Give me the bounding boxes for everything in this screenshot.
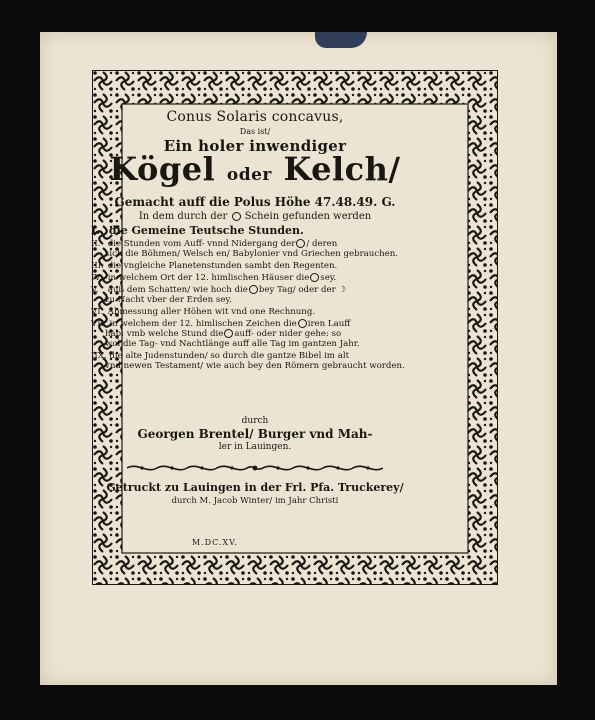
item-number: II. (91, 239, 101, 249)
item-text-continued: sich die Böhmen/ Welsch en/ Babylonier vnd Griechen gebrauchen. (105, 249, 399, 259)
sun-symbol-icon (224, 329, 233, 338)
list-item (91, 307, 421, 317)
item-text: auff- oder nider gehe: so (234, 329, 342, 339)
item-text-continued: wol die Tag- vnd Nachtlänge auff alle Tag im gantzen Jahr. (105, 339, 360, 349)
sun-symbol-icon (310, 273, 319, 282)
item-text: Abmessung aller Höhen wit vnd one Rechnung. (107, 307, 316, 317)
item-text-continued: vnd newen Testament/ wie auch bey den Römern gebraucht worden. (105, 361, 405, 371)
title-line-2: Das ist/ (239, 127, 271, 136)
item-number: IV. (91, 273, 102, 283)
list-item (91, 239, 421, 259)
list-item (91, 273, 421, 283)
title-line-6 (87, 211, 423, 222)
item-number: I. (91, 224, 100, 237)
title-line-3: Ein holer inwendiger (163, 137, 347, 155)
sun-symbol-icon (232, 212, 241, 221)
item-text: die alte Judenstunden/ so durch die gantze Bibel im alt (109, 351, 350, 361)
item-text: iren Lauff (307, 319, 351, 329)
item-number: VI. (91, 307, 104, 317)
imprint-line-2: durch M. Jacob Winter/ im Jahr Christi (171, 496, 339, 506)
title-line-6-a: In dem durch der (138, 211, 228, 222)
imprint-line-1: Getruckt zu Lauingen in der Frl. Pfa. Truckerey/ (106, 481, 404, 494)
ornament-divider (127, 462, 383, 474)
moon-symbol-icon: ☽ (335, 285, 347, 295)
item-text: hab: vmb welche Stund die (105, 329, 224, 339)
title-main (87, 150, 423, 188)
ink-stain (315, 32, 367, 48)
item-number: VII. (91, 319, 107, 329)
sun-symbol-icon (249, 285, 258, 294)
list-item (91, 351, 421, 371)
author-place: ler in Lauingen. (218, 442, 292, 452)
list-item (91, 261, 421, 271)
item-text: / deren (306, 239, 338, 249)
title-text-area (87, 78, 423, 514)
title-line-6-b: Schein gefunden werden (244, 211, 372, 222)
title-line-5: Gemacht auff die Polus Höhe 47.48.49. G. (114, 195, 396, 209)
author-by: durch (241, 416, 269, 426)
publication-year: M.DC.XV. (191, 538, 239, 547)
title-word-koegel: Kögel (109, 150, 216, 188)
item-text: die Stunden vom Auff- vnnd Nidergang der (107, 239, 296, 249)
sun-symbol-icon (296, 239, 305, 248)
item-text: in welchem Ort der 12. himlischen Häuser die (107, 273, 310, 283)
list-item (91, 224, 421, 237)
item-text-continued (91, 329, 421, 339)
item-text: die vngleiche Planetenstunden sambt den Regenten. (107, 261, 338, 271)
item-text: bey Tag/ oder der (258, 285, 336, 295)
title-word-oder: oder (226, 165, 272, 185)
list-item (91, 319, 421, 349)
item-text: auß dem Schatten/ wie hoch die (107, 285, 248, 295)
item-number: V. (91, 285, 99, 295)
item-number: III. (91, 261, 104, 271)
contents-list (91, 224, 421, 373)
item-number: IIX. (91, 351, 107, 361)
list-item (91, 285, 421, 305)
title-line-1: Conus Solaris concavus, (166, 109, 344, 125)
item-text: in welchem der 12. himlischen Zeichen die (109, 319, 297, 329)
item-text-continued: zu Nacht vber der Erden sey. (105, 295, 232, 305)
sun-symbol-icon (298, 319, 307, 328)
item-text: sey. (320, 273, 337, 283)
title-word-kelch: Kelch/ (283, 150, 401, 188)
item-text: die Gemeine Teutsche Stunden. (108, 224, 304, 237)
author-name: Georgen Brentel/ Burger vnd Mah- (137, 427, 373, 441)
